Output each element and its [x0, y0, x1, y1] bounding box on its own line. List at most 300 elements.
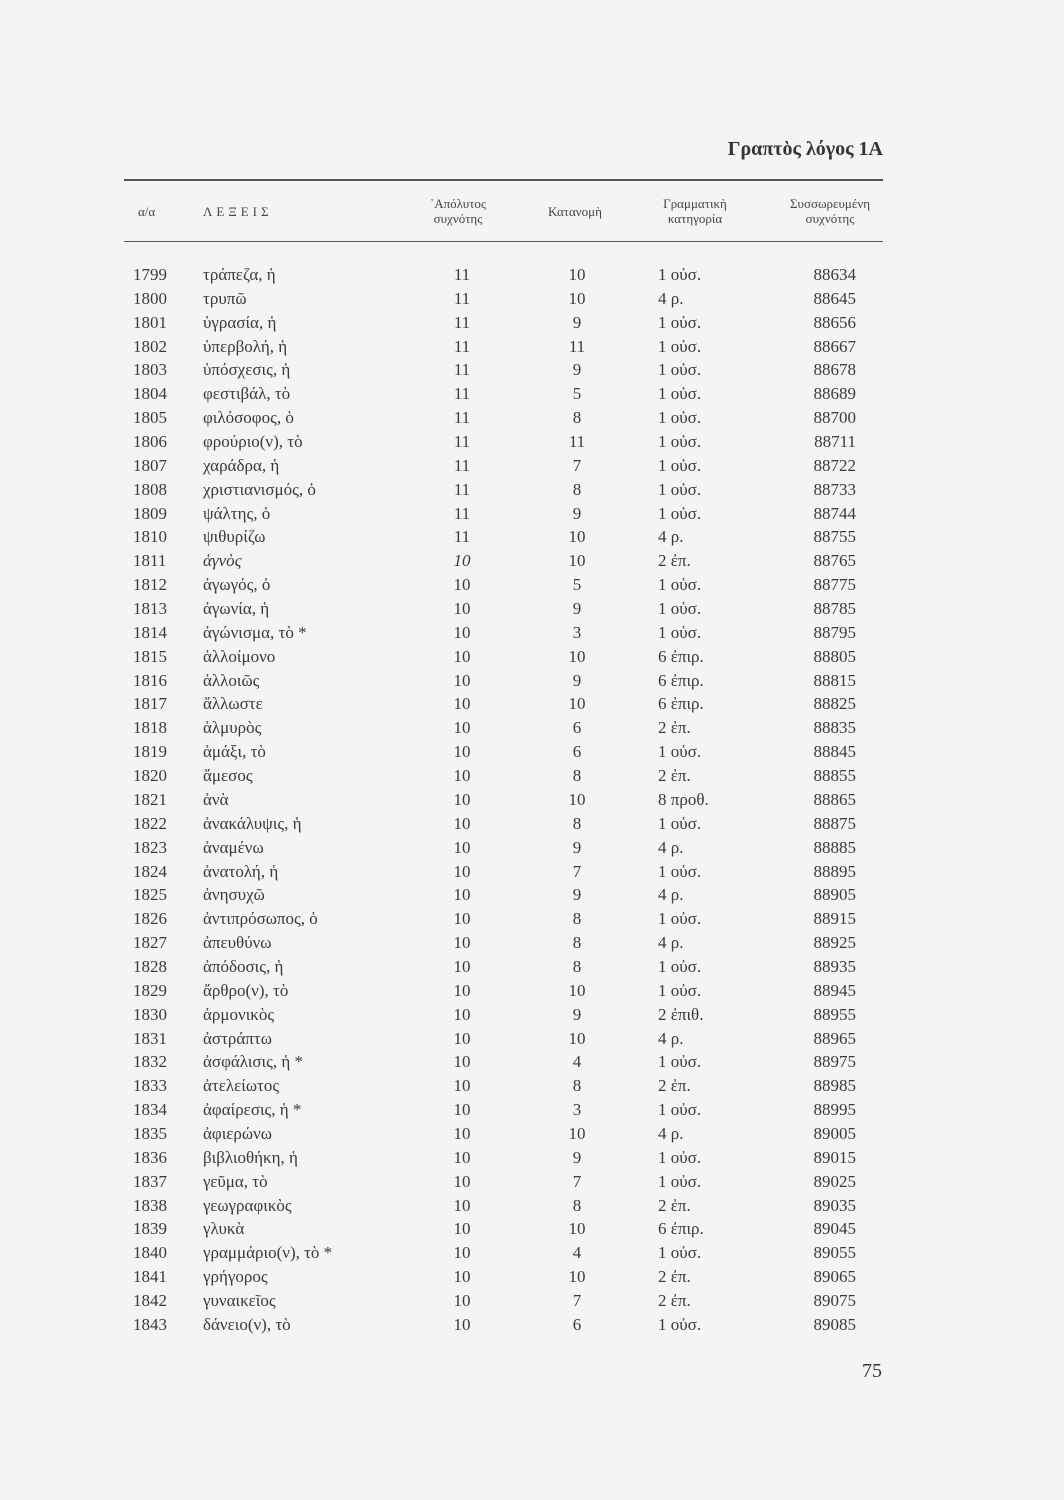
cumulative-frequency: 88765: [813, 551, 856, 571]
row-number: 1800: [133, 288, 167, 308]
table-row: [0, 502, 1064, 526]
table-row: [0, 669, 1064, 693]
distribution: 9: [572, 503, 582, 523]
grammatical-category: 1 οὐσ.: [658, 432, 702, 452]
table-row: [0, 1217, 1064, 1241]
word: ἀνακάλυψις, ἡ: [203, 813, 302, 833]
word: ἀσφάλισις, ἡ *: [203, 1052, 304, 1072]
page-number: 75: [862, 1360, 882, 1382]
row-number: 1832: [133, 1052, 167, 1072]
table-row: [0, 883, 1064, 907]
word: ἀτελείωτος: [203, 1076, 280, 1096]
cumulative-frequency: 88733: [813, 479, 856, 499]
word: ἁγνὸς: [203, 551, 242, 571]
table-row: [0, 358, 1064, 382]
grammatical-category: 1 οὐσ.: [658, 622, 702, 642]
absolute-frequency: 10: [453, 1243, 471, 1263]
grammatical-category: 2 ἐπ.: [658, 766, 691, 786]
table-row: [0, 382, 1064, 406]
word: γραμμάριο(ν), τὸ *: [203, 1243, 333, 1263]
cumulative-frequency: 88845: [813, 742, 856, 762]
grammatical-category: 1 οὐσ.: [658, 1147, 702, 1167]
table-row: [0, 931, 1064, 955]
row-number: 1822: [133, 813, 167, 833]
row-number: 1835: [133, 1123, 167, 1143]
distribution: 9: [572, 599, 582, 619]
table-row: [0, 1074, 1064, 1098]
distribution: 9: [572, 670, 582, 690]
word: τράπεζα, ἡ: [203, 265, 276, 284]
cumulative-frequency: 88925: [813, 933, 856, 953]
distribution: 10: [568, 646, 586, 666]
distribution: 5: [572, 384, 582, 404]
distribution: 7: [572, 1290, 582, 1310]
distribution: 10: [568, 789, 586, 809]
cumulative-frequency: 88995: [813, 1100, 856, 1120]
grammatical-category: 1 οὐσ.: [658, 956, 702, 976]
distribution: 8: [572, 956, 582, 976]
distribution: 4: [572, 1243, 582, 1263]
row-number: 1839: [133, 1219, 167, 1239]
table-row: [0, 1003, 1064, 1027]
word: τρυπῶ: [203, 288, 247, 308]
cumulative-frequency: 89075: [813, 1290, 856, 1310]
grammatical-category: 1 οὐσ.: [658, 312, 702, 332]
absolute-frequency: 10: [453, 1004, 471, 1024]
word: ἄμεσος: [203, 766, 253, 786]
absolute-frequency: 10: [453, 766, 471, 786]
absolute-frequency: 10: [453, 980, 471, 1000]
absolute-frequency: 10: [453, 885, 471, 905]
distribution: 6: [572, 742, 582, 762]
cumulative-frequency: 88634: [813, 265, 856, 284]
table-row: [0, 1122, 1064, 1146]
table-row: [0, 1170, 1064, 1194]
row-number: 1820: [133, 766, 167, 786]
column-header-words: ΛΕΞΕΙΣ: [203, 204, 273, 219]
row-number: 1807: [133, 455, 167, 475]
grammatical-category: 1 οὐσ.: [658, 503, 702, 523]
table-row: [0, 1027, 1064, 1051]
grammatical-category: 4 ρ.: [658, 885, 684, 905]
column-header-cumulative-frequency: Συσσωρευμένη συχνότης: [789, 196, 871, 226]
grammatical-category: 1 οὐσ.: [658, 360, 702, 380]
absolute-frequency: 10: [453, 837, 471, 857]
grammatical-category: 6 ἐπιρ.: [658, 670, 704, 690]
grammatical-category: 2 ἐπ.: [658, 718, 691, 738]
table-row: [0, 812, 1064, 836]
table-row: [0, 740, 1064, 764]
word: χαράδρα, ἡ: [203, 455, 280, 475]
word: ἁλμυρὸς: [203, 718, 262, 738]
word: γεῦμα, τὸ: [203, 1171, 268, 1191]
cumulative-frequency: 88935: [813, 956, 856, 976]
absolute-frequency: 10: [453, 1290, 471, 1310]
cumulative-frequency: 88985: [813, 1076, 856, 1096]
grammatical-category: 1 οὐσ.: [658, 575, 702, 595]
grammatical-category: 1 οὐσ.: [658, 813, 702, 833]
table-row: [0, 263, 1064, 287]
distribution: 8: [572, 933, 582, 953]
absolute-frequency: 10: [453, 1100, 471, 1120]
table-row: [0, 406, 1064, 430]
grammatical-category: 2 ἐπιθ.: [658, 1004, 704, 1024]
distribution: 11: [568, 336, 586, 356]
row-number: 1804: [133, 384, 167, 404]
cumulative-frequency: 88645: [813, 288, 856, 308]
cumulative-frequency: 89035: [813, 1195, 856, 1215]
grammatical-category: 1 οὐσ.: [658, 909, 702, 929]
cumulative-frequency: 88711: [814, 432, 856, 452]
cumulative-frequency: 88855: [813, 766, 856, 786]
distribution: 8: [572, 479, 582, 499]
grammatical-category: 8 προθ.: [658, 789, 709, 809]
word: γρήγορος: [203, 1267, 268, 1287]
table-row: [0, 1241, 1064, 1265]
grammatical-category: 1 οὐσ.: [658, 384, 702, 404]
grammatical-category: 4 ρ.: [658, 933, 684, 953]
absolute-frequency: 10: [453, 551, 471, 571]
distribution: 3: [572, 622, 582, 642]
cumulative-frequency: 88945: [813, 980, 856, 1000]
absolute-frequency: 10: [453, 1267, 471, 1287]
distribution: 8: [572, 909, 582, 929]
absolute-frequency: 10: [453, 694, 471, 714]
row-number: 1843: [133, 1314, 167, 1334]
absolute-frequency: 11: [453, 455, 471, 475]
absolute-frequency: 10: [453, 1147, 471, 1167]
word: ἀγωνία, ἡ: [203, 599, 270, 619]
absolute-frequency: 10: [453, 1123, 471, 1143]
row-number: 1810: [133, 527, 167, 547]
row-number: 1827: [133, 933, 167, 953]
row-number: 1811: [133, 551, 167, 571]
distribution: 9: [572, 837, 582, 857]
distribution: 7: [572, 861, 582, 881]
row-number: 1805: [133, 408, 167, 428]
table-row: [0, 1313, 1064, 1337]
grammatical-category: 4 ρ.: [658, 1028, 684, 1048]
distribution: 11: [568, 432, 586, 452]
word: ἀνησυχῶ: [203, 885, 265, 905]
row-number: 1828: [133, 956, 167, 976]
word: γλυκὰ: [203, 1219, 245, 1239]
row-number: 1838: [133, 1195, 167, 1215]
grammatical-category: 6 ἐπιρ.: [658, 694, 704, 714]
cumulative-frequency: 88905: [813, 885, 856, 905]
word: ἀστράπτω: [203, 1028, 272, 1048]
row-number: 1836: [133, 1147, 167, 1167]
row-number: 1817: [133, 694, 167, 714]
word: ἀφαίρεσις, ἡ *: [203, 1100, 302, 1120]
absolute-frequency: 11: [453, 360, 471, 380]
grammatical-category: 1 οὐσ.: [658, 980, 702, 1000]
row-number: 1816: [133, 670, 167, 690]
absolute-frequency: 10: [453, 1076, 471, 1096]
word: βιβλιοθήκη, ἡ: [203, 1147, 298, 1167]
cumulative-frequency: 88835: [813, 718, 856, 738]
column-header-absolute-frequency: ᾿Απόλυτος συχνότης: [429, 196, 487, 226]
distribution: 9: [572, 360, 582, 380]
distribution: 10: [568, 694, 586, 714]
word: ἁρμονικὸς: [203, 1004, 275, 1024]
column-header-number: α/α: [138, 204, 156, 219]
distribution: 7: [572, 1171, 582, 1191]
distribution: 10: [568, 980, 586, 1000]
absolute-frequency: 10: [453, 575, 471, 595]
table-row: [0, 597, 1064, 621]
word: δάνειο(ν), τὸ: [203, 1314, 291, 1334]
distribution: 10: [568, 288, 586, 308]
distribution: 6: [572, 718, 582, 738]
cumulative-frequency: 88700: [813, 408, 856, 428]
table-row: [0, 525, 1064, 549]
table-row: [0, 1289, 1064, 1313]
cumulative-frequency: 88785: [813, 599, 856, 619]
absolute-frequency: 11: [453, 479, 471, 499]
distribution: 3: [572, 1100, 582, 1120]
word: γεωγραφικὸς: [203, 1195, 292, 1215]
word: χριστιανισμός, ὁ: [203, 479, 316, 499]
absolute-frequency: 10: [453, 1219, 471, 1239]
absolute-frequency: 11: [453, 265, 471, 284]
cumulative-frequency: 88815: [813, 670, 856, 690]
word: ἁμάξι, τὸ: [203, 742, 266, 762]
cumulative-frequency: 89045: [813, 1219, 856, 1239]
table-row: [0, 692, 1064, 716]
distribution: 10: [568, 1123, 586, 1143]
table-row: [0, 716, 1064, 740]
distribution: 7: [572, 455, 582, 475]
table-row: [0, 955, 1064, 979]
cumulative-frequency: 88678: [813, 360, 856, 380]
distribution: 8: [572, 408, 582, 428]
grammatical-category: 1 οὐσ.: [658, 1243, 702, 1263]
absolute-frequency: 11: [453, 408, 471, 428]
distribution: 10: [568, 1267, 586, 1287]
cumulative-frequency: 88795: [813, 622, 856, 642]
cumulative-frequency: 88865: [813, 789, 856, 809]
row-number: 1815: [133, 646, 167, 666]
absolute-frequency: 11: [453, 384, 471, 404]
grammatical-category: 1 οὐσ.: [658, 861, 702, 881]
row-number: 1818: [133, 718, 167, 738]
row-number: 1813: [133, 599, 167, 619]
table-row: [0, 1146, 1064, 1170]
row-number: 1801: [133, 312, 167, 332]
absolute-frequency: 10: [453, 861, 471, 881]
row-number: 1803: [133, 360, 167, 380]
word: φεστιβάλ, τὸ: [203, 384, 291, 404]
column-header-distribution: Κατανομὴ: [548, 204, 602, 219]
distribution: 10: [568, 265, 586, 284]
distribution: 6: [572, 1314, 582, 1334]
word: ἀπόδοσις, ἡ: [203, 956, 284, 976]
row-number: 1830: [133, 1004, 167, 1024]
row-number: 1825: [133, 885, 167, 905]
word: ἀφιερώνω: [203, 1123, 272, 1143]
row-number: 1833: [133, 1076, 167, 1096]
absolute-frequency: 10: [453, 933, 471, 953]
absolute-frequency: 10: [453, 1171, 471, 1191]
absolute-frequency: 11: [453, 288, 471, 308]
table-row: [0, 1194, 1064, 1218]
grammatical-category: 1 οὐσ.: [658, 265, 702, 284]
absolute-frequency: 11: [453, 432, 471, 452]
table-row: [0, 573, 1064, 597]
row-number: 1842: [133, 1290, 167, 1310]
grammatical-category: 4 ρ.: [658, 837, 684, 857]
grammatical-category: 4 ρ.: [658, 1123, 684, 1143]
row-number: 1802: [133, 336, 167, 356]
absolute-frequency: 10: [453, 1195, 471, 1215]
absolute-frequency: 10: [453, 599, 471, 619]
row-number: 1799: [133, 265, 167, 284]
row-number: 1819: [133, 742, 167, 762]
word: ἀνὰ: [203, 789, 229, 809]
grammatical-category: 1 οὐσ.: [658, 599, 702, 619]
absolute-frequency: 10: [453, 909, 471, 929]
row-number: 1837: [133, 1171, 167, 1191]
row-number: 1823: [133, 837, 167, 857]
distribution: 10: [568, 1028, 586, 1048]
table-row: [0, 478, 1064, 502]
cumulative-frequency: 89055: [813, 1243, 856, 1263]
word: ἀλλοιῶς: [203, 670, 260, 690]
word: ἀγωγός, ὁ: [203, 575, 271, 595]
absolute-frequency: 10: [453, 1028, 471, 1048]
cumulative-frequency: 89005: [813, 1123, 856, 1143]
grammatical-category: 1 οὐσ.: [658, 479, 702, 499]
absolute-frequency: 10: [453, 646, 471, 666]
grammatical-category: 2 ἐπ.: [658, 1267, 691, 1287]
distribution: 8: [572, 766, 582, 786]
cumulative-frequency: 88656: [813, 312, 856, 332]
word: φρούριο(ν), τὸ: [203, 432, 303, 452]
table-row: [0, 1098, 1064, 1122]
cumulative-frequency: 88755: [813, 527, 856, 547]
cumulative-frequency: 88775: [813, 575, 856, 595]
absolute-frequency: 10: [453, 813, 471, 833]
grammatical-category: 1 οὐσ.: [658, 1314, 702, 1334]
table-row: [0, 645, 1064, 669]
table-row: [0, 764, 1064, 788]
row-number: 1831: [133, 1028, 167, 1048]
absolute-frequency: 10: [453, 956, 471, 976]
table-row: [0, 335, 1064, 359]
grammatical-category: 1 οὐσ.: [658, 742, 702, 762]
absolute-frequency: 10: [453, 742, 471, 762]
grammatical-category: 4 ρ.: [658, 288, 684, 308]
grammatical-category: 6 ἐπιρ.: [658, 1219, 704, 1239]
word: ὑπερβολή, ἡ: [203, 336, 288, 356]
absolute-frequency: 10: [453, 670, 471, 690]
word: ὑπόσχεσις, ἡ: [203, 360, 291, 380]
cumulative-frequency: 88744: [813, 503, 856, 523]
word: ψάλτης, ὁ: [203, 503, 271, 523]
cumulative-frequency: 88689: [813, 384, 856, 404]
table-row: [0, 430, 1064, 454]
grammatical-category: 1 οὐσ.: [658, 408, 702, 428]
grammatical-category: 1 οὐσ.: [658, 455, 702, 475]
distribution: 9: [572, 1004, 582, 1024]
absolute-frequency: 10: [453, 1314, 471, 1334]
table-row: [0, 549, 1064, 573]
cumulative-frequency: 88875: [813, 813, 856, 833]
grammatical-category: 1 οὐσ.: [658, 336, 702, 356]
row-number: 1806: [133, 432, 167, 452]
row-number: 1826: [133, 909, 167, 929]
distribution: 8: [572, 813, 582, 833]
cumulative-frequency: 88805: [813, 646, 856, 666]
cumulative-frequency: 88825: [813, 694, 856, 714]
grammatical-category: 2 ἐπ.: [658, 551, 691, 571]
word: ἄρθρο(ν), τὸ: [203, 980, 289, 1000]
distribution: 4: [572, 1052, 582, 1072]
word: ἀλλοίμονο: [203, 646, 276, 666]
word: ὑγρασία, ἡ: [203, 312, 277, 332]
absolute-frequency: 11: [453, 503, 471, 523]
cumulative-frequency: 88885: [813, 837, 856, 857]
running-title: Γραπτὸς λόγος 1Α: [727, 138, 883, 160]
absolute-frequency: 11: [453, 527, 471, 547]
word: φιλόσοφος, ὁ: [203, 408, 294, 428]
cumulative-frequency: 89065: [813, 1267, 856, 1287]
distribution: 10: [568, 527, 586, 547]
row-number: 1840: [133, 1243, 167, 1263]
distribution: 8: [572, 1076, 582, 1096]
table-row: [0, 287, 1064, 311]
row-number: 1829: [133, 980, 167, 1000]
cumulative-frequency: 88965: [813, 1028, 856, 1048]
absolute-frequency: 10: [453, 622, 471, 642]
table-row: [0, 1050, 1064, 1074]
grammatical-category: 4 ρ.: [658, 527, 684, 547]
row-number: 1808: [133, 479, 167, 499]
distribution: 9: [572, 1147, 582, 1167]
distribution: 9: [572, 885, 582, 905]
grammatical-category: 6 ἐπιρ.: [658, 646, 704, 666]
distribution: 8: [572, 1195, 582, 1215]
cumulative-frequency: 89085: [813, 1314, 856, 1334]
cumulative-frequency: 88722: [813, 455, 856, 475]
row-number: 1824: [133, 861, 167, 881]
cumulative-frequency: 89025: [813, 1171, 856, 1191]
row-number: 1812: [133, 575, 167, 595]
cumulative-frequency: 88975: [813, 1052, 856, 1072]
table-header-rule: [124, 241, 883, 242]
cumulative-frequency: 88667: [813, 336, 856, 356]
word: γυναικεῖος: [203, 1290, 276, 1310]
table-top-rule: [124, 179, 883, 181]
grammatical-category: 2 ἐπ.: [658, 1290, 691, 1310]
grammatical-category: 1 οὐσ.: [658, 1171, 702, 1191]
absolute-frequency: 11: [453, 312, 471, 332]
distribution: 10: [568, 551, 586, 571]
row-number: 1809: [133, 503, 167, 523]
column-header-grammatical-category: Γραμματικὴ κατηγορία: [663, 196, 727, 226]
word: ἄλλωστε: [203, 694, 263, 714]
cumulative-frequency: 88955: [813, 1004, 856, 1024]
absolute-frequency: 11: [453, 336, 471, 356]
table-row: [0, 311, 1064, 335]
word: ἀπευθύνω: [203, 933, 272, 953]
grammatical-category: 2 ἐπ.: [658, 1076, 691, 1096]
grammatical-category: 1 οὐσ.: [658, 1052, 702, 1072]
table-row: [0, 788, 1064, 812]
absolute-frequency: 10: [453, 718, 471, 738]
word: ψιθυρίζω: [203, 527, 266, 547]
